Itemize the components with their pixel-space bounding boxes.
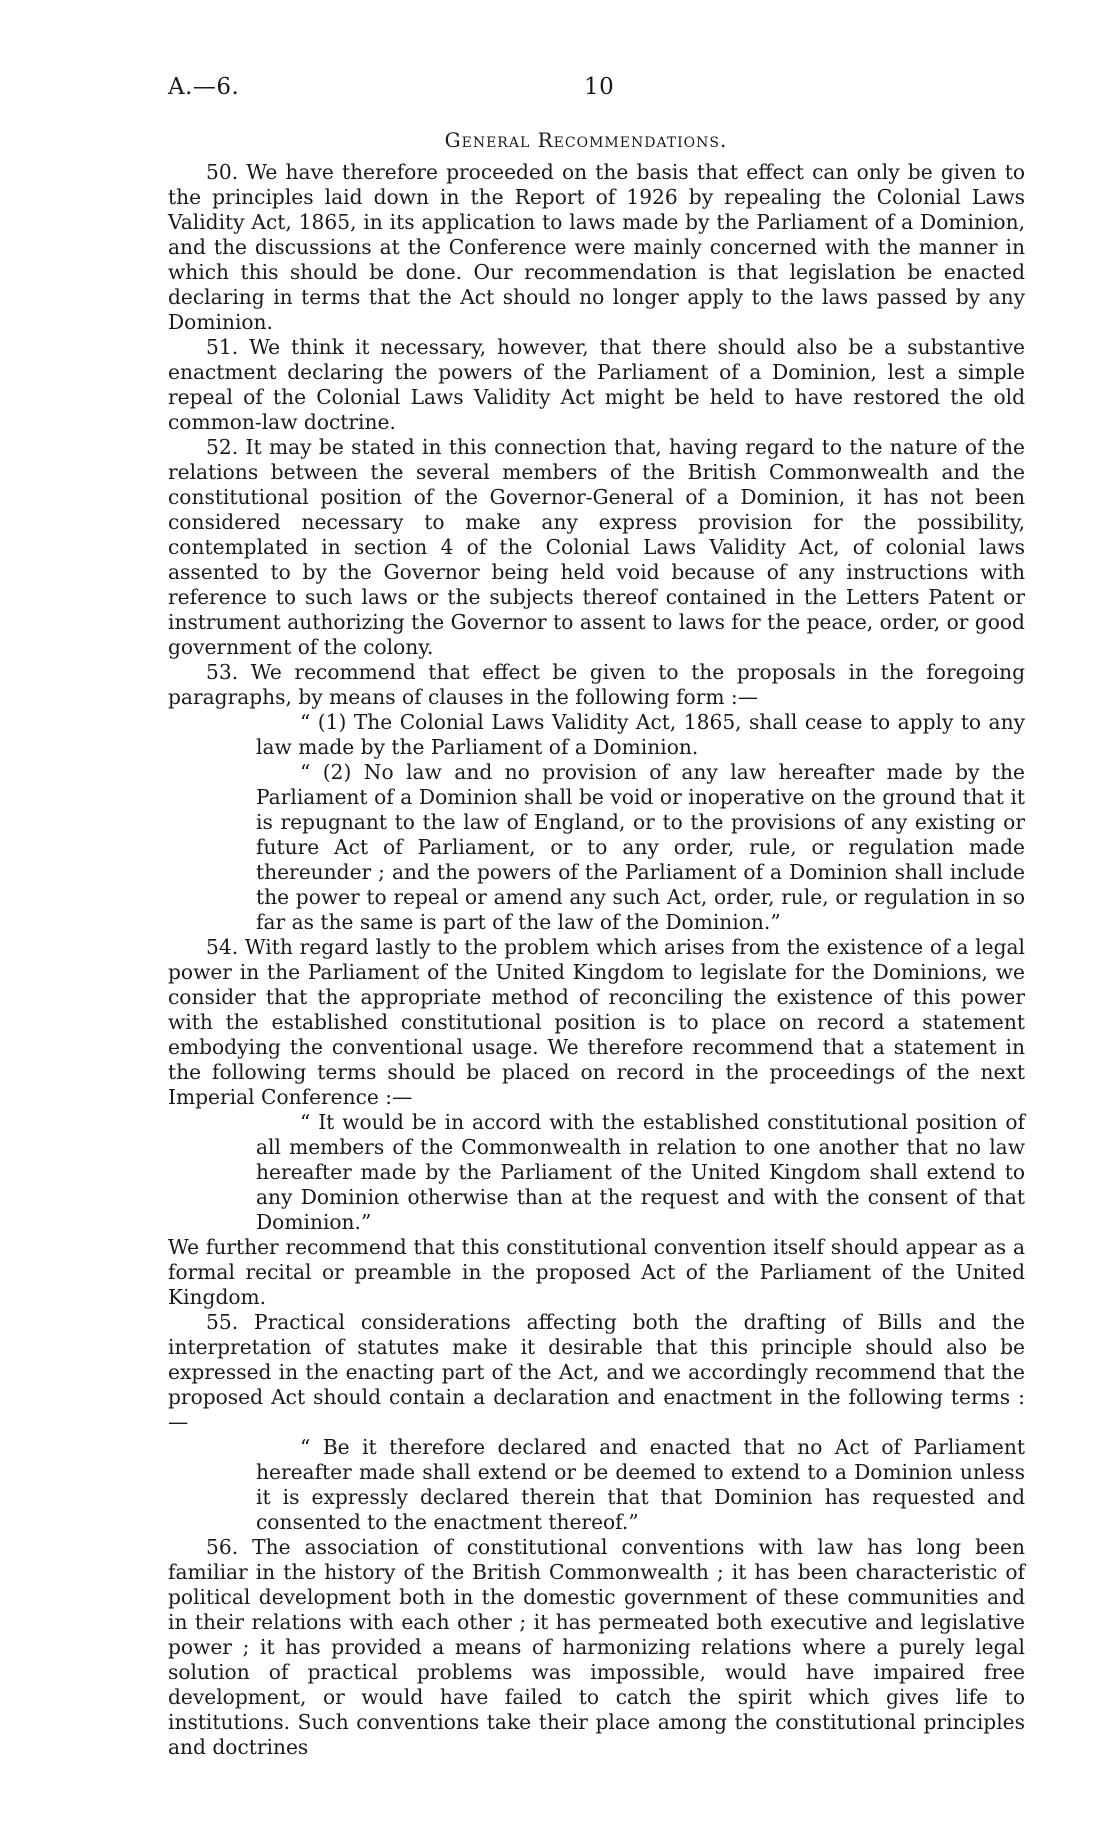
document-reference: A.—6. <box>168 74 240 100</box>
paragraph-51: 51. We think it necessary, however, that there should also be a substantive enactment declaring the powers of the Parliament of a Dominion, lest a simple repeal of the Colonial Laws Validity Act might be held to have restored the old common-law doctrine. <box>168 335 1025 434</box>
paragraph-56: 56. The association of constitutional conventions with law has long been familiar in the history of the British Commonwealth ; it has been characteristic of political development both in the domestic government of these communities and in their relations with each other ; it has permeated both executive and legislative power ; it has provided a means of harmonizing relations where a purely legal solution of practical problems was impossible, would have impaired free development, or would have failed to catch the spirit which gives life to institutions. Such conventions take their place among the constitutional principles and doctrines <box>168 1535 1025 1759</box>
paragraph-55: 55. Practical considerations affecting both the drafting of Bills and the interpretation of statutes make it desirable that this principle should also be expressed in the enacting part of the Act, and we accordingly recommend that the proposed Act should contain a declaration and enactment in the following terms :— <box>168 1310 1025 1434</box>
quoted-clause-2: “ (2) No law and no provision of any law hereafter made by the Parliament of a Dominion shall be void or inoperative on the ground that it is repugnant to the law of England, or to the provisions of any existing or future Act of Parliament, or to any order, rule, or regulation made thereunder ; and the powers of the Parliament of a Dominion shall include the power to repeal or amend any such Act, order, rule, or regulation in so far as the same is part of the law of the Dominion.” <box>256 760 1025 934</box>
quoted-enactment: “ Be it therefore declared and enacted that no Act of Parliament hereafter made shall extend or be deemed to extend to a Dominion unless it is expressly declared therein that that Dominion has requested and consented to the enactment thereof.” <box>256 1435 1025 1534</box>
paragraph-54-continued: We further recommend that this constitutional convention itself should appear as a formal recital or preamble in the proposed Act of the Parliament of the United Kingdom. <box>168 1235 1025 1309</box>
quoted-statement: “ It would be in accord with the established constitutional position of all members of the Commonwealth in relation to one another that no law hereafter made by the Parliament of the United Kingdom shall extend to any Dominion otherwise than at the request and with the consent of that Dominion.” <box>256 1110 1025 1234</box>
paragraph-50: 50. We have therefore proceeded on the basis that effect can only be given to the principles laid down in the Report of 1926 by repealing the Colonial Laws Validity Act, 1865, in its application to laws made by the Parliament of a Dominion, and the discussions at the Conference were mainly concerned with the manner in which this should be done. Our recommendation is that legislation be enacted declaring in terms that the Act should no longer apply to the laws passed by any Dominion. <box>168 160 1025 334</box>
page-number: 10 <box>584 74 615 100</box>
body-text <box>168 160 1025 1760</box>
paragraph-53: 53. We recommend that effect be given to the proposals in the foregoing paragraphs, by means of clauses in the following form :— <box>168 660 1025 709</box>
section-title: General Recommendations. <box>444 128 728 152</box>
paragraph-52: 52. It may be stated in this connection that, having regard to the nature of the relations between the several members of the British Commonwealth and the constitutional position of the Governor-General of a Dominion, it has not been considered necessary to make any express provision for the possibility, contemplated in section 4 of the Colonial Laws Validity Act, of colonial laws assented to by the Governor being held void because of any instructions with reference to such laws or the subjects thereof contained in the Letters Patent or instrument authorizing the Governor to assent to laws for the peace, order, or good government of the colony. <box>168 435 1025 659</box>
quoted-clause-1: “ (1) The Colonial Laws Validity Act, 1865, shall cease to apply to any law made by the Parliament of a Dominion. <box>256 710 1025 759</box>
paragraph-54: 54. With regard lastly to the problem which arises from the existence of a legal power in the Parliament of the United Kingdom to legislate for the Dominions, we consider that the appropriate method of reconciling the existence of this power with the established constitutional position is to place on record a statement embodying the conventional usage. We therefore recommend that a statement in the following terms should be placed on record in the proceedings of the next Imperial Conference :— <box>168 935 1025 1109</box>
